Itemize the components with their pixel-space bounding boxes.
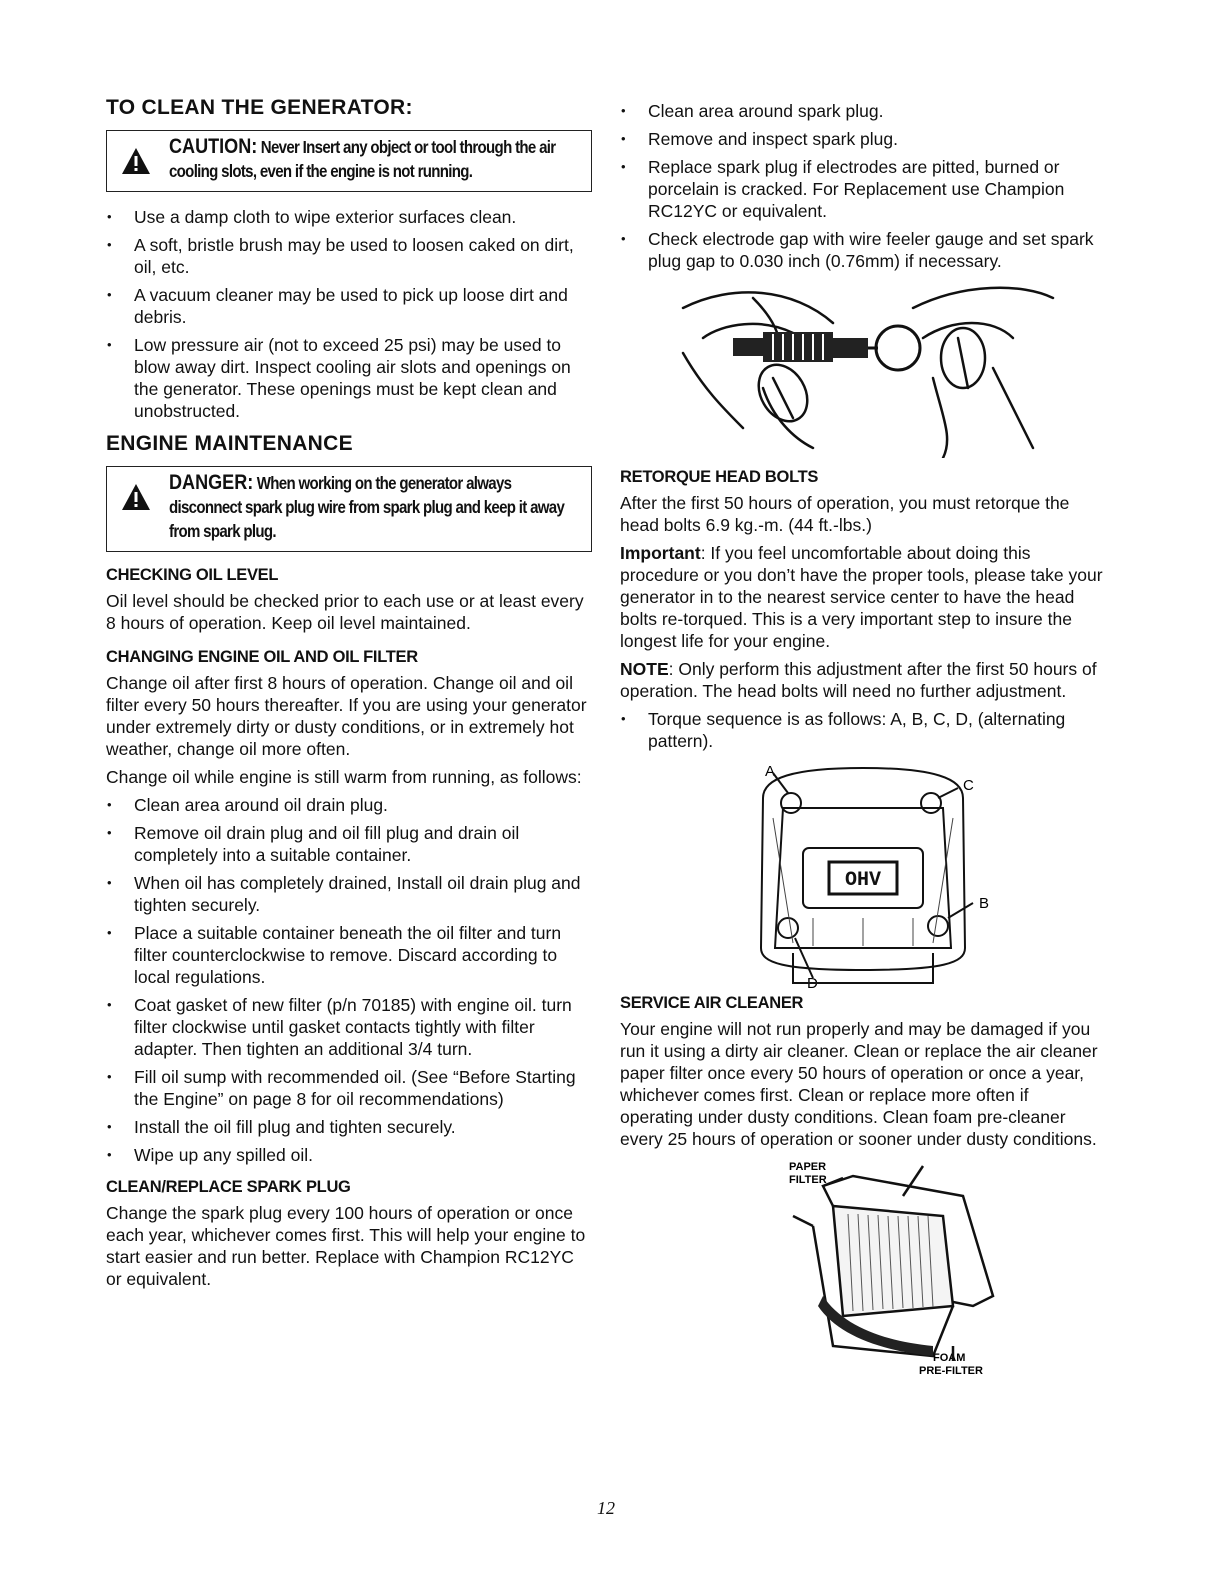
change-oil-text-1: Change oil after first 8 hours of operation. Change oil and oil filter every 50 hours thereafter. If you are using your generator under extremely dirty or dusty conditions, or in extremely hot weather, change oil more often. (106, 673, 587, 759)
list-item: • Coat gasket of new filter (p/n 70185) with engine oil. turn filter clockwise until gasket contacts tightly with filter adapter. Then tighten an additional 3/4 turn. (106, 994, 592, 1060)
list-item: • Clean area around oil drain plug. (106, 794, 592, 816)
list-item: • Wipe up any spilled oil. (106, 1144, 592, 1166)
danger-box (106, 466, 592, 552)
spark-plug-text: Change the spark plug every 100 hours of operation or once each year, whichever comes first. This will help your engine to start easier and run better. Replace with Champion RC12YC or equivalent. (106, 1203, 586, 1289)
page-number: 12 (597, 1498, 615, 1518)
list-item: • Check electrode gap with wire feeler gauge and set spark plug gap to 0.030 inch (0.76mm) if necessary. (620, 228, 1106, 272)
important-paragraph (620, 542, 1106, 652)
change-oil-text-2: Change oil while engine is still warm from running, as follows: (106, 767, 582, 787)
list-item: • Replace spark plug if electrodes are pitted, burned or porcelain is cracked. For Replacement use Champion RC12YC or equivalent. (620, 156, 1106, 222)
oil-level-text: Oil level should be checked prior to each use or at least every 8 hours of operation. Keep oil level maintained. (106, 591, 584, 633)
retorque-heading: RETORQUE HEAD BOLTS (620, 468, 819, 486)
list-item: • When oil has completely drained, Install oil drain plug and tighten securely. (106, 872, 592, 916)
note-paragraph (620, 658, 1106, 702)
important-label: Important (620, 543, 701, 563)
list-item: • Remove oil drain plug and oil fill plug and drain oil completely into a suitable container. (106, 822, 592, 866)
bolt-label-c: C (963, 777, 974, 794)
list-item: • Remove and inspect spark plug. (620, 128, 1106, 150)
danger-lead: DANGER: (169, 471, 254, 494)
important-text: : If you feel uncomfortable about doing this procedure or you don’t have the proper tools, please take your generator in to the nearest service center to have the head bolts re-torqued. This is a very important step to insure the longest life for your engine. (620, 543, 1103, 651)
caution-box (106, 130, 592, 192)
torque-list (620, 708, 1106, 752)
air-filter-illustration (703, 1156, 1023, 1381)
warning-triangle-icon (121, 147, 151, 175)
list-item: • Clean area around spark plug. (620, 100, 1106, 122)
head-bolts-illustration (733, 758, 993, 990)
right-column (620, 100, 1106, 1381)
retorque-text: After the first 50 hours of operation, you must retorque the head bolts 6.9 kg.-m. (44 ft.-lbs.) (620, 493, 1070, 535)
paper-label-2: FILTER (789, 1174, 827, 1186)
list-item: • Install the oil fill plug and tighten securely. (106, 1116, 592, 1138)
list-item: • Place a suitable container beneath the oil filter and turn filter counterclockwise to remove. Discard according to local regulations. (106, 922, 592, 988)
warning-triangle-icon (121, 483, 151, 511)
list-item: • Fill oil sump with recommended oil. (See “Before Starting the Engine” on page 8 for oil recommendations) (106, 1066, 592, 1110)
danger-text (169, 471, 584, 543)
ohv-badge: OHV (844, 869, 882, 892)
bolt-label-d: D (807, 975, 818, 990)
oil-steps-list (106, 794, 592, 1166)
caution-text (169, 135, 584, 183)
caution-lead: CAUTION: (169, 135, 258, 158)
bolt-label-a: A (765, 763, 776, 780)
bolt-label-b: B (979, 895, 990, 912)
left-column (106, 96, 592, 1296)
spark-plug-heading: CLEAN/REPLACE SPARK PLUG (106, 1178, 351, 1196)
engine-maintenance-heading: ENGINE MAINTENANCE (106, 432, 353, 455)
air-cleaner-text: Your engine will not run properly and may be damaged if you run it using a dirty air cleaner. Clean or replace the air cleaner paper filter once every 50 hours of operation or once a year, whichever comes first. Clean or replace more often if operating under dusty conditions. Clean foam pre-cleaner every 25 hours of operation or sooner under dusty conditions. (620, 1019, 1098, 1149)
oil-level-heading: CHECKING OIL LEVEL (106, 566, 279, 584)
air-cleaner-heading: SERVICE AIR CLEANER (620, 994, 804, 1012)
list-item: • Use a damp cloth to wipe exterior surfaces clean. (106, 206, 592, 228)
list-item: • Low pressure air (not to exceed 25 psi) may be used to blow away dirt. Inspect cooling air slots and openings on the generator. These openings must be kept clean and unobstructed. (106, 334, 592, 422)
list-item: • Torque sequence is as follows: A, B, C, D, (alternating pattern). (620, 708, 1106, 752)
list-item: • A soft, bristle brush may be used to loosen caked on dirt, oil, etc. (106, 234, 592, 278)
foam-label-1: FOAM (933, 1352, 966, 1364)
spark-steps-list (620, 100, 1106, 272)
danger-body: When working on the generator always disconnect spark plug wire from spark plug and keep it away from spark plug. (169, 473, 565, 541)
spark-plug-illustration (663, 278, 1063, 458)
note-label: NOTE (620, 659, 669, 679)
paper-label-1: PAPER (789, 1161, 827, 1173)
caution-body: Never Insert any object or tool through the air cooling slots, even if the engine is not running. (169, 137, 556, 181)
clean-generator-heading: TO CLEAN THE GENERATOR: (106, 96, 413, 119)
list-item: • A vacuum cleaner may be used to pick up loose dirt and debris. (106, 284, 592, 328)
note-text: : Only perform this adjustment after the first 50 hours of operation. The head bolts will need no further adjustment. (620, 659, 1097, 701)
change-oil-heading: CHANGING ENGINE OIL AND OIL FILTER (106, 648, 418, 666)
foam-label-2: PRE-FILTER (919, 1365, 983, 1377)
clean-list (106, 206, 592, 422)
